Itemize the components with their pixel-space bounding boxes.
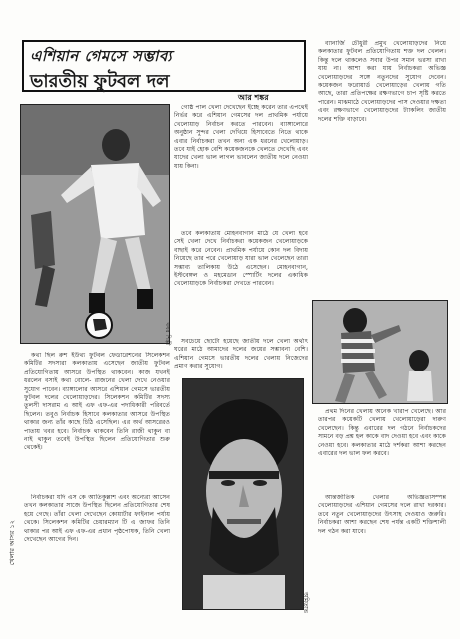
runner-illustration (313, 301, 448, 404)
football-player-photo (20, 104, 170, 344)
portrait-photo-credit: অমিতাভ (302, 592, 309, 613)
column-a-paragraph-1: কথা ছিল রুশ ইউথ্য ফুটবল ফেডারেশনের সিলেকশন কমিটির সদস্যরা কলকাতায় এসেছেন জাতীয় ফুটবল প্রতিযোগিতায় আসরে উপস্থিত থাকবেন। কাজ যখনই ধরলেন বসাই কথা বোলে- রাজনের খেলা দেখে নেওয়ার সুযোগ পাবেন। ব্যাঙ্গালোর আসরে এশিয়ান গেমসে ভারতীয় ফুটবল দলের খেলোয়াড়দের। সিলেকশন কমিটির সদস্য তুলসী দাসরাম এ আই এফ এফ-এর পদাধিকারী পরিবর্তে ছিলেন। তবুও নির্বাচক হিসাবে কলকাতার আসরে উপস্থিত থাকার জন্য তাঁর কাছে চিঠি এসেছিল। এর অর্থ আসরেরও পাতায় খবর হবে। নির্বাচক থাকবেন তিনি রাজী থাকুন বা নাই থাকুন তবেই উপস্থিত ছিলেন প্রতিযোগিতার শুরু থেকেই। (24, 352, 170, 452)
player-photo-credit: খবর শিল্পী (164, 322, 171, 346)
article-column-b-lower (174, 338, 308, 372)
article-column-c (318, 40, 446, 298)
article-column-a-bottom (24, 494, 170, 618)
byline: আর শঙ্কর (238, 92, 269, 102)
article-column-c-lower (318, 408, 446, 492)
running-player-photo (312, 300, 448, 404)
article-column-b-mid (174, 230, 308, 336)
player-portrait-photo (182, 378, 304, 610)
headline-kicker: এশিয়ান গেমসে সম্ভাব্য (30, 47, 173, 65)
article-column-b (174, 104, 308, 228)
article-column-a (24, 352, 170, 490)
headline-box (22, 40, 306, 92)
column-a-paragraph-2: নির্বাচকরা যদি এস কে আতিকুল্লাশ এবং অন্যেরা আসেন তখন কলকাতার সাজে উপস্থিত ছিলেন প্রতিযোগিতার শেষ হয়ে গেছে। তাঁরা খেলা দেখেছেন কোয়ার্টার ফাইনাল পর্যায় থেকে। সিলেকশন কমিটির চেয়ারম্যান টি এ জাফর তিনি থাকার পর আই এফ এফ-এর প্রধান পৃষ্ঠপোষক, তিনি খেলা দেখেছেন আগের দিন। (24, 494, 170, 544)
portrait-illustration (183, 379, 304, 610)
column-b-paragraph-3: সবচেয়ে ছোটো হয়েছে জাতীয় দলে খেলা অর্থাৎ ঘরের মাঠে আমাদের দলের জয়ের সম্ভাবনা বেশি। এশিয়ান গেমসে ভারতীয় দলের খেলায় নিজেদের প্রমাণ করার সুযোগ। (174, 338, 308, 371)
column-c-paragraph-2: প্রথম দিনের খেলায় অনেক খারাপ খেলেছে। আর তারপর কয়েকটি খেলায় খেলোয়াড়েরা দারুণ খেলেছেন। কিন্তু এবারের দল গঠনে নির্বাচকদের সামনে বড় প্রশ্ন হল কাকে বাদ দেওয়া হবে এবং কাকে নেওয়া হবে। কলকাতার মাঠে দর্শকরা আশা করছেন এবারের দল ভাল ফল করবে। (318, 408, 446, 458)
column-c-paragraph-1: ব্যানার্জি চৌধুরী প্রমুখ খেলোয়াড়দের নিয়ে কলকাতার ফুটবল প্রতিযোগিতায় শক্ত দল খেলল। কিন্তু দলে থাকলেও সবার উপর সমান ভরসা রাখা যায় না। আশা করা যায় নির্বাচকরা অভিজ্ঞ খেলোয়াড়দের সঙ্গে নতুনদের সুযোগ দেবেন। কয়েকজন ফরোয়ার্ড খেলোয়াড়ের খেলায় গতি আছে, তারা প্রতিপক্ষের রক্ষণভাগে চাপ সৃষ্টি করতে পারেন। মাঝমাঠে খেলোয়াড়দের পাস দেওয়ার দক্ষতা এবং রক্ষণভাগে খেলোয়াড়দের ট্যাকলিং জাতীয় দলের শক্তি বাড়াবে। (318, 40, 446, 123)
page-folio: খেলার আসর ১২ (8, 520, 16, 566)
column-c-paragraph-3: আন্তর্জাতিক খেলার অভিজ্ঞতাসম্পন্ন খেলোয়াড়দের এশিয়ান গেমসের দলে রাখা দরকার। তবে নতুন খেলোয়াড়দের উৎসাহ দেওয়াও জরুরি। নির্বাচকরা আশা করছেন শেষ পর্যন্ত একটি শক্তিশালী দল গঠন করা যাবে। (318, 494, 446, 535)
column-b-paragraph-1: গোষ্ঠ পাল খেলা দেখেছেন ইচ্ছে করেন তার এপথেই নির্ভর করে এশিয়ান গেমসের দল প্রাথমিক পর্যায়ে খেলোয়াড় নির্বাচন করতে পারবেন। ব্যাঙ্গালোরে অনুষ্ঠান সুন্দর খেলা দেখিয়ে হিসাবেতে নিতে থাকে এবার নির্বাচকরা তখন অন্য এক ধরনের খেলোয়াড়। তবে যাই হোক বেশি কয়েকজনকে খেলতে দেখেছি এবং যাদের খেলা ভাল লাগল ভাবলেন জাতীয় দলে নেওয়া যায় কিনা। (174, 104, 308, 170)
player-illustration (21, 105, 170, 344)
column-b-paragraph-2: তবে কলকাতায় মোহনবাগান মাঠে যে খেলা হবে সেই খেলা দেখে নির্বাচকরা কয়েকজন খেলোয়াড়কে বাছাই করে নেবেন। প্রাথমিক পর্যায়ে কোন দল বিদায় নিয়েছে তার পরে খেলোয়াড় যারা ভাল খেলেছেন তারা সম্ভাব্য তালিকায় উঠে এসেছেন। মোহনবাগান, ইস্টবেঙ্গল ও মহমেডান স্পোর্টিং দলের একাধিক খেলোয়াড়কে নির্বাচকরা দেখতে পারবেন। (174, 230, 308, 288)
article-column-c-bottom (318, 494, 446, 616)
headline-title: ভারতীয় ফুটবল দল (30, 71, 170, 92)
